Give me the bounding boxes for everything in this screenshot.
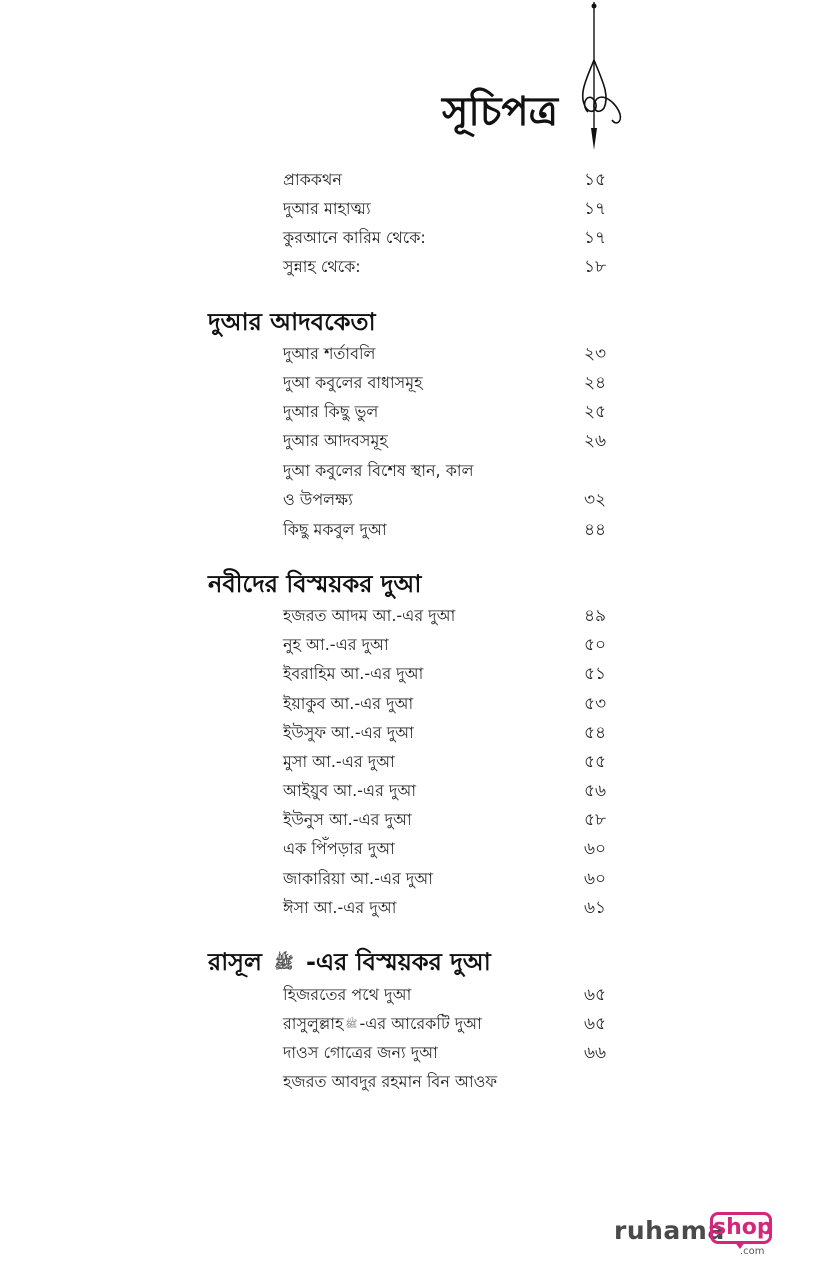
toc-entry-page: ৪৪ (584, 520, 607, 540)
toc-entry-title: হিজরতের পথে দুআ (283, 985, 412, 1004)
toc-entry-title: সুন্নাহ থেকে: (283, 257, 361, 276)
toc-entry-page: ৬০ (584, 839, 607, 859)
toc-entry-page: ৫১ (584, 664, 607, 684)
salawat-seal-icon: ﷺ (274, 953, 294, 972)
logo-brand-text: ruhama (614, 1216, 725, 1245)
toc-entry-page: ১৭ (584, 228, 607, 248)
toc-entry-title: দুআর শর্তাবলি (283, 344, 376, 363)
toc-entry-title: কিছু মকবুল দুআ (283, 520, 387, 539)
hanging-ornament-icon (576, 0, 626, 160)
toc-entry-title: ইয়াকুব আ.-এর দুআ (283, 694, 414, 713)
toc-entry-page: ৬৫ (584, 1014, 607, 1034)
toc-entry-title: দুআর কিছু ভুল (283, 402, 379, 421)
logo-domain-text: .com (740, 1246, 765, 1257)
section-heading-post: -এর বিস্ময়কর দুআ (305, 948, 491, 976)
toc-entry-title-pre: রাসুলুল্লাহ (283, 1014, 344, 1033)
toc-entry-page: ৫০ (584, 635, 607, 655)
toc-entry-page: ২৫ (584, 402, 607, 422)
toc-entry-title: জাকারিয়া আ.-এর দুআ (283, 869, 433, 888)
toc-entry-page: ১৭ (584, 199, 607, 219)
toc-entry-page: ২৩ (584, 344, 607, 364)
toc-entry-page: ২৪ (584, 373, 607, 393)
toc-entry-title: নুহ আ.-এর দুআ (283, 635, 389, 654)
toc-entry-title: দুআ কবুলের বিশেষ স্থান, কাল (283, 461, 474, 480)
toc-entry-title-continued: ও উপলক্ষ্য (283, 490, 353, 509)
toc-entry-title: দুআর মাহাত্ম্য (283, 199, 371, 218)
ruhamashop-logo (614, 1212, 784, 1262)
toc-entry-page: ২৬ (584, 431, 607, 451)
toc-entry-title: দুআর আদবসমূহ (283, 431, 388, 450)
section-heading: নবীদের বিস্ময়কর দুআ (208, 570, 422, 598)
toc-entry-title: আইয়ুব আ.-এর দুআ (283, 781, 417, 800)
toc-entry-title: প্রাককথন (283, 170, 342, 189)
toc-entry-title (283, 1011, 482, 1037)
toc-entry-page: ৫৫ (584, 752, 607, 772)
toc-entry-page: ১৫ (584, 170, 607, 190)
toc-entry-page: ৬০ (584, 869, 607, 889)
toc-entry-page: ৬৬ (584, 1043, 607, 1063)
page-title: সূচিপত্র (442, 88, 558, 135)
logo-shop-badge: shop (710, 1212, 772, 1244)
toc-entry-page: ৫৮ (584, 810, 607, 830)
toc-entry-title: দুআ কবুলের বাধাসমূহ (283, 373, 423, 392)
toc-entry-title: দাওস গোত্রের জন্য দুআ (283, 1043, 438, 1062)
toc-entry-page: ৫৬ (584, 781, 607, 801)
toc-entry-title: ইউসুফ আ.-এর দুআ (283, 723, 414, 742)
toc-entry-page: ৩২ (584, 490, 607, 510)
section-heading-pre: রাসূল (208, 948, 262, 976)
toc-entry-title: কুরআনে কারিম থেকে: (283, 228, 426, 247)
toc-entry-page: ৪৯ (584, 606, 607, 626)
toc-entry-title: হজরত আবদুর রহমান বিন আওফ (283, 1072, 498, 1091)
toc-entry-title: ইবরাহিম আ.-এর দুআ (283, 664, 424, 683)
toc-entry-page: ৬১ (584, 898, 607, 918)
toc-entry-page: ৬৫ (584, 985, 607, 1005)
section-heading (208, 945, 491, 979)
toc-entry-title: হজরত আদম আ.-এর দুআ (283, 606, 456, 625)
toc-entry-title: মুসা আ.-এর দুআ (283, 752, 395, 771)
toc-entry-title: এক পিঁপড়ার দুআ (283, 839, 395, 858)
section-heading: দুআর আদবকেতা (208, 308, 376, 336)
toc-entry-title-post: -এর আরেকটি দুআ (359, 1014, 482, 1033)
toc-entry-page: ৫৪ (584, 723, 607, 743)
toc-entry-page: ১৮ (584, 257, 607, 277)
toc-entry-page: ৫৩ (584, 694, 607, 714)
toc-entry-title: ইউনুস আ.-এর দুআ (283, 810, 412, 829)
toc-entry-title: ঈসা আ.-এর দুআ (283, 898, 397, 917)
salawat-seal-icon: ﷺ (345, 1018, 358, 1030)
